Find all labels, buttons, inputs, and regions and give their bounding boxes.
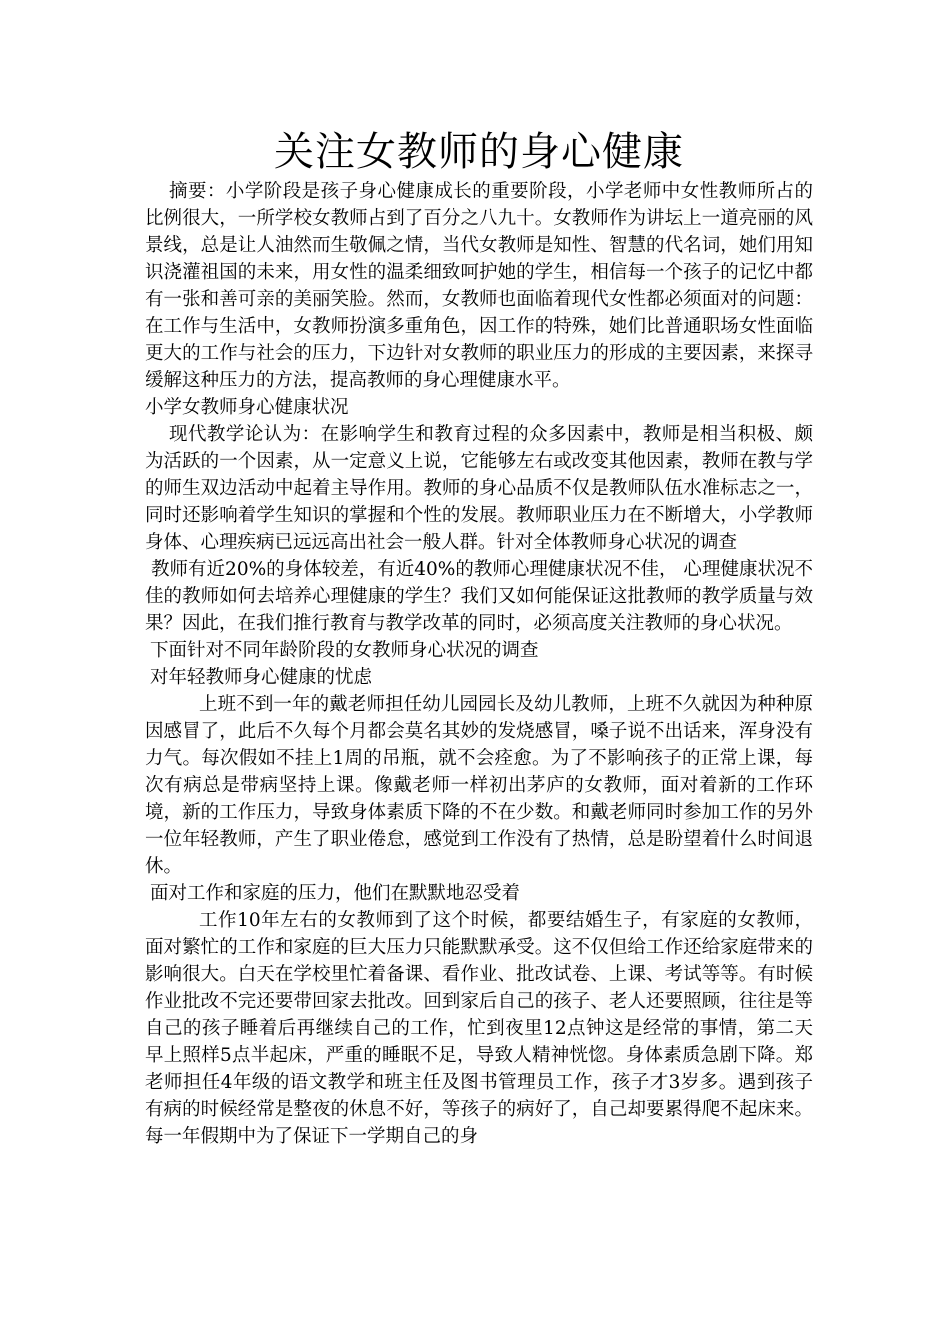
paragraph-work-family-story: 工作10年左右的女教师到了这个时候，都要结婚生子，有家庭的女教师，面对繁忙的工作和家庭的巨大压力只能默默承受。这不仅但给工作还给家庭带来的影响很大。白天在学校里忙着备课、看作业、批改试卷、上课、考试等等。有时候作业批改不完还要带回家去批改。回到家后自己的孩子、老人还要照顾，往往是等自己的孩子睡着后再继续自己的工作，忙到夜里12点钟这是经常的事情，第二天早上照样5点半起床，严重的睡眠不足，导致人精神恍惚。身体素质急剧下降。郑老师担任4年级的语文教学和班主任及图书管理员工作，孩子才3岁多。遇到孩子有病的时候经常是整夜的休息不好，等孩子的病好了，自己却要累得爬不起床来。每一年假期中为了保证下一学期自己的身: [145, 910, 813, 1147]
document-page: [145, 128, 813, 1150]
section-heading-work-family: 面对工作和家庭的压力，他们在默默地忍受着: [150, 883, 521, 904]
paragraph-survey-results: 教师有近20%的身体较差，有近40%的教师心理健康状况不佳， 心理健康状况不佳的教师如何去培养心理健康的学生？我们又如何能保证这批教师的教学质量与效果？因此，在我们推行教育与教学改革的同时，必须高度关注教师的身心状况。: [145, 559, 813, 634]
document-title: 关注女教师的身心健康: [274, 129, 684, 175]
section-heading-young-teachers: 对年轻教师身心健康的忧虑: [150, 667, 373, 688]
abstract-paragraph: 摘要：小学阶段是孩子身心健康成长的重要阶段，小学老师中女性教师所占的比例很大，一所学校女教师占到了百分之八九十。女教师作为讲坛上一道亮丽的风景线，总是让人油然而生敬佩之情，当代女教师是知性、智慧的代名词，她们用知识浇灌祖国的未来，用女性的温柔细致呵护她的学生，相信每一个孩子的记忆中都有一张和善可亲的美丽笑脸。然而，女教师也面临着现代女性都必须面对的问题：在工作与生活中，女教师扮演多重角色，因工作的特殊，她们比普通职场女性面临更大的工作与社会的压力，下边针对女教师的职业压力的形成的主要因素，来探寻缓解这种压力的方法，提高教师的身心理健康水平。: [145, 181, 813, 391]
section-heading-age-survey: 下面针对不同年龄阶段的女教师身心状况的调查: [150, 640, 539, 661]
paragraph-young-teacher-story: 上班不到一年的戴老师担任幼儿园园长及幼儿教师，上班不久就因为种种原因感冒了，此后不久每个月都会莫名其妙的发烧感冒，嗓子说不出话来，浑身没有力气。每次假如不挂上1周的吊瓶，就不会痊愈。为了不影响孩子的正常上课，每次有病总是带病坚持上课。像戴老师一样初出茅庐的女教师，面对着新的工作环境，新的工作压力，导致身体素质下降的不在少数。和戴老师同时参加工作的另外一位年轻教师，产生了职业倦怠，感觉到工作没有了热情，总是盼望着什么时间退休。: [145, 694, 813, 877]
section-heading-health-status: 小学女教师身心健康状况: [145, 397, 349, 418]
paragraph-teaching-theory: 现代教学论认为：在影响学生和教育过程的众多因素中，教师是相当积极、颇为活跃的一个因素，从一定意义上说，它能够左右或改变其他因素，教师在教与学的师生双边活动中起着主导作用。教师的身心品质不仅是教师队伍水准标志之一，同时还影响着学生知识的掌握和个性的发展。教师职业压力在不断增大，小学教师身体、心理疾病已远远高出社会一般人群。针对全体教师身心状况的调查: [145, 424, 813, 553]
